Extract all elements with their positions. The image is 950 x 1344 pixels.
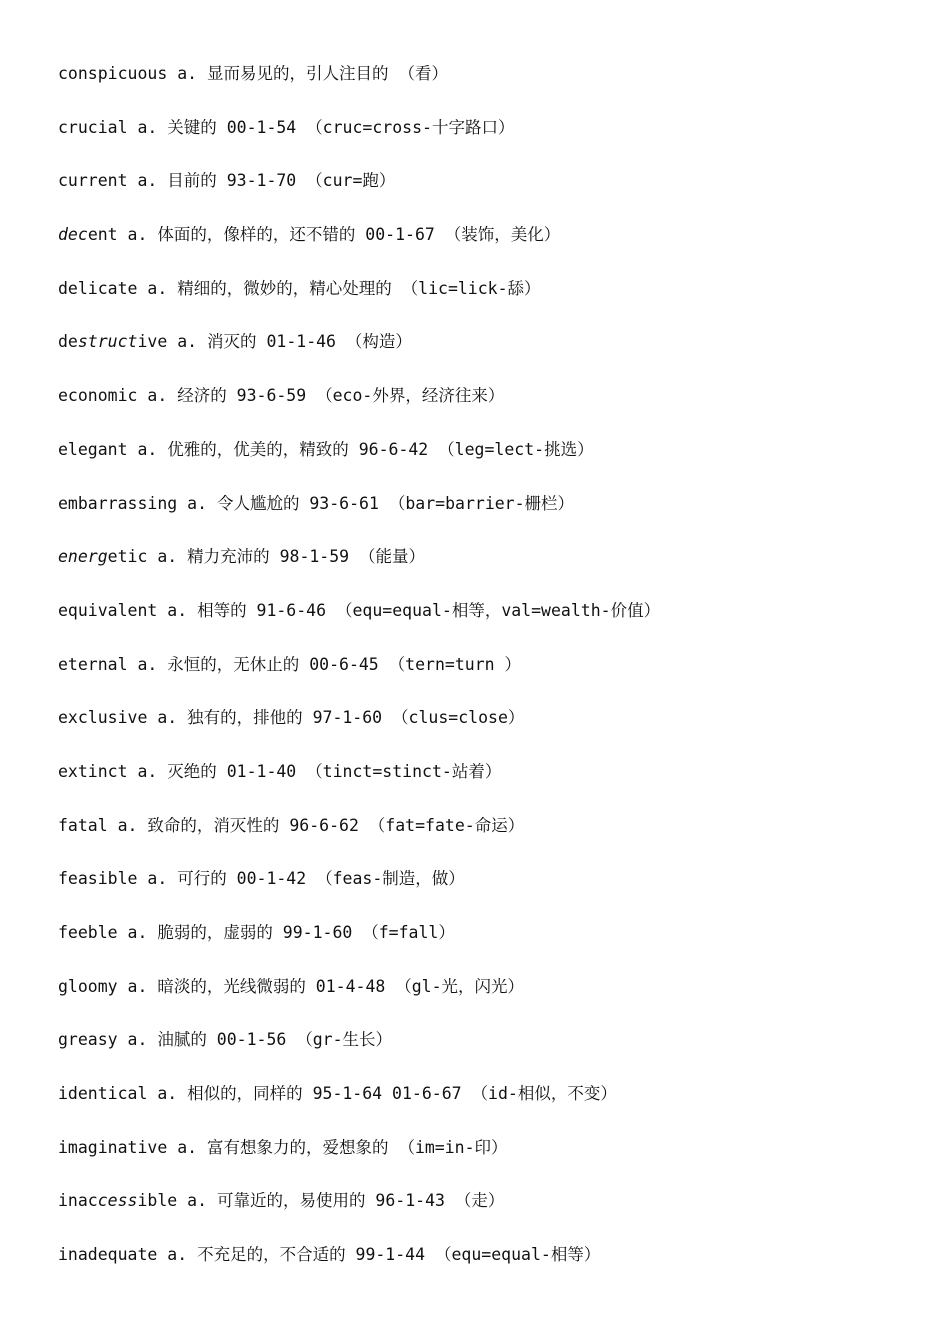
entry-text: crucial a. 关键的 00-1-54 （cruc=cross-十字路口） [58,117,515,137]
entry-text: elegant a. 优雅的，优美的，精致的 96-6-42 （leg=lect-挑选） [58,439,594,459]
vocab-entry [58,975,910,1029]
vocab-entry [58,116,910,170]
entry-text: conspicuous a. 显而易见的，引人注目的 （看） [58,64,448,83]
entry-text-italic: struct [77,332,138,352]
entry-text: greasy a. 油腻的 00-1-56 （gr-生长） [58,1030,393,1050]
entry-text: embarrassing a. 令人尴尬的 93-6-61 （bar=barrier-栅栏） [58,493,575,513]
vocab-entry [58,277,910,331]
entry-text: gloomy a. 暗淡的，光线微弱的 01-4-48 （gl-光，闪光） [58,976,525,996]
vocab-entry [58,330,910,384]
vocab-entry [58,492,910,546]
vocab-entry [58,599,910,653]
vocab-entry [58,1243,910,1297]
entry-text: eternal a. 永恒的，无休止的 00-6-45 （tern=turn ） [58,654,522,674]
vocab-entry [58,706,910,760]
vocab-entry [58,1136,910,1190]
vocab-entry [58,760,910,814]
entry-text: ive a. 消灭的 01-1-46 （构造） [137,332,412,352]
vocab-entry [58,1028,910,1082]
vocab-entry [58,545,910,599]
entry-text: delicate a. 精细的，微妙的，精心处理的 （lic=lick-舔） [58,278,541,298]
vocab-entry [58,1082,910,1136]
entry-text: feeble a. 脆弱的，虚弱的 99-1-60 （f=fall） [58,923,455,942]
entry-text: inadequate a. 不充足的，不合适的 99-1-44 （equ=equal-相等） [58,1245,601,1265]
entry-text-italic: energ [58,547,108,567]
entry-text: ent a. 体面的，像样的，还不错的 00-1-67 （装饰，美化） [87,225,561,245]
vocab-entry [58,653,910,707]
vocab-entry [58,1189,910,1243]
vocab-entry [58,438,910,492]
vocab-entry [58,223,910,277]
entry-text: imaginative a. 富有想象力的，爱想象的 （im=in-印） [58,1137,508,1157]
entry-text: etic a. 精力充沛的 98-1-59 （能量） [107,547,426,567]
entry-text-italic: cess [97,1191,138,1211]
entry-text-italic: dec [58,225,88,245]
vocab-entry [58,62,910,116]
entry-text: feasible a. 可行的 00-1-42 （feas-制造，做） [58,869,465,889]
entry-text: extinct a. 灭绝的 01-1-40 （tinct=stinct-站着） [58,761,502,781]
vocabulary-list [58,62,910,1297]
entry-text: de [58,332,78,352]
vocab-entry [58,921,910,975]
entry-text: identical a. 相似的，同样的 95-1-64 01-6-67 （id-相似，不变） [58,1084,617,1104]
entry-text: fatal a. 致命的，消灭性的 96-6-62 （fat=fate-命运） [58,815,525,835]
vocab-entry [58,384,910,438]
entry-text: ible a. 可靠近的，易使用的 96-1-43 （走） [137,1191,505,1211]
entry-text: current a. 目前的 93-1-70 （cur=跑） [58,171,396,191]
vocab-entry [58,814,910,868]
entry-text: equivalent a. 相等的 91-6-46 （equ=equal-相等，val=wealth-价值） [58,600,661,620]
vocab-entry [58,169,910,223]
entry-text: economic a. 经济的 93-6-59 （eco-外界，经济往来） [58,386,505,406]
entry-text: exclusive a. 独有的，排他的 97-1-60 （clus=close） [58,708,525,728]
entry-text: inac [58,1191,98,1211]
vocab-entry [58,867,910,921]
